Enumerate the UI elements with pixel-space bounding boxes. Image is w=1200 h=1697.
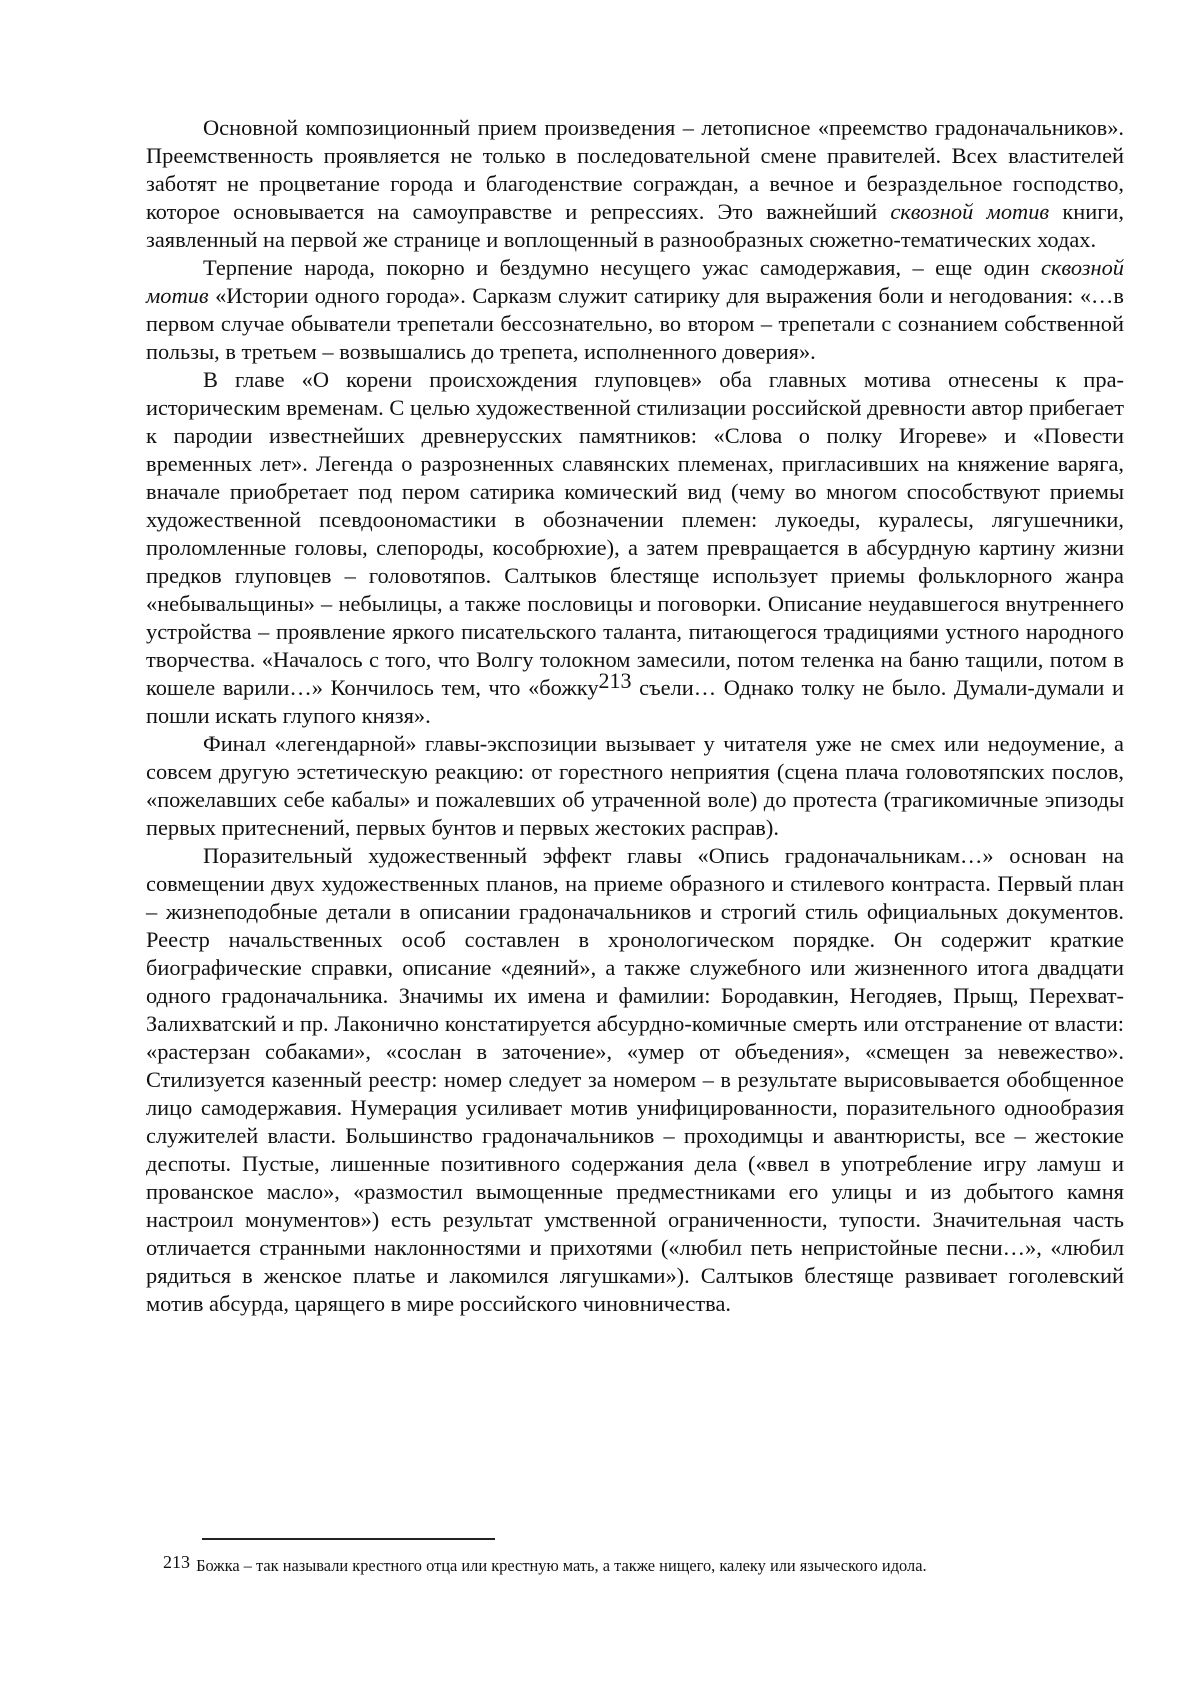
paragraph [146,114,1124,254]
text-run: Поразительный художественный эффект главы «Опись градоначальникам…» основан на совмещении двух художественных планов, на приеме образного и стилевого контраста. Первый план – жизнеподобные детали в описании градоначальников и строгий стиль официальных документов. Реестр начальственных особ составлен в хронологическом порядке. Он содержит краткие биографические справки, описание «деяний», а также служебного или жизненного итога двадцати одного градоначальника. Значимы их имена и фамилии: Бородавкин, Негодяев, Прыщ, Перехват-Залихватский и пр. Лаконично констатируется абсурдно-комичные смерть или отстранение от власти: «растерзан собаками», «сослан в заточение», «умер от объедения», «смещен за невежество». Стилизуется казенный реестр: номер следует за номером – в результате вырисовывается обобщенное лицо самодержавия. Нумерация усиливает мотив унифицированности, поразительного однообразия служителей власти. Большинство градоначальников – проходимцы и авантюристы, все – жестокие деспоты. Пустые, лишенные позитивного содержания дела («ввел в употребление игру ламуш и прованское масло», «размостил вымощенные предместниками его улицы и из добытого камня настроил монументов») есть результат умственной ограниченности, тупости. Значительная часть отличается странными наклонностями и прихотями («любил петь непристойные песни…», «любил рядиться в женское платье и лакомился лягушками»). Салтыков блестяще развивает гоголевский мотив абсурда, царящего в мире российского чиновничества. [146,843,1124,1316]
footnote-number: 213 [163,1552,190,1572]
footnote-reference[interactable]: 213 [598,668,632,693]
paragraph [146,842,1124,1318]
footnote-divider [202,1538,495,1540]
text-run: Терпение народа, покорно и бездумно несущего ужас самодержавия, – еще один [203,255,1042,280]
text-run: книги, заявленный на первой же странице и воплощенный в разнообразных сюжетно-тематических ходах. [146,199,1124,252]
paragraph [146,730,1124,842]
text-run: В главе «О корени происхождения глуповцев» оба главных мотива отнесены к пра-историческим временам. С целью художественной стилизации российской древности автор прибегает к пародии известнейших древнерусских памятников: «Слова о полку Игореве» и «Повести временных лет». Легенда о разрозненных славянских племенах, пригласивших на княжение варяга, вначале приобретает под пером сатирика комический вид (чему во многом способствуют приемы художественной псевдоономастики в обозначении племен: лукоеды, куралесы, лягушечники, проломленные головы, слепороды, кособрюхие), а затем превращается в абсурдную картину жизни предков глуповцев – головотяпов. Салтыков блестяще использует приемы фольклорного жанра «небывальщины» – небылицы, а также пословицы и поговорки. Описание неудавшегося внутреннего устройства – проявление яркого писательского таланта, питающегося традициями устного народного творчества. «Началось с того, что Волгу толокном замесили, потом теленка на баню тащили, потом в кошеле варили…» Кончилось тем, что «божку [146,367,1124,700]
footnote [163,1550,1123,1578]
paragraph [146,254,1124,366]
text-run: «Истории одного города». Сарказм служит сатирику для выражения боли и негодования: «…в первом случае обыватели трепетали бессознательно, во втором – трепетали с сознанием собственной пользы, в третьем – возвышались до трепета, исполненного доверия». [146,283,1124,364]
body-text [146,114,1124,1318]
text-run: съели… Однако толку не было. Думали-думали и пошли искать глупого князя». [146,675,1124,728]
text-run: Основной композиционный прием произведения – летописное «преемство градоначальников». Преемственность проявляется не только в последовательной смене правителей. Всех властителей заботят не процветание города и благоденствие сограждан, а вечное и безраздельное господство, которое основывается на самоуправстве и репрессиях. Это важнейший [146,115,1124,224]
italic-term: сквозной мотив [890,199,1050,224]
paragraph [146,366,1124,730]
text-run: Финал «легендарной» главы-экспозиции вызывает у читателя уже не смех или недоумение, а совсем другую эстетическую реакцию: от горестного неприятия (сцена плача головотяпских послов, «пожелавших себе кабалы» и пожалевших об утраченной воле) до протеста (трагикомичные эпизоды первых притеснений, первых бунтов и первых жестоких расправ). [146,731,1124,840]
footnote-text: Божка – так называли крестного отца или крестную мать, а также нищего, калеку или языческого идола. [196,1556,927,1575]
italic-term: сквозной мотив [146,255,1124,308]
